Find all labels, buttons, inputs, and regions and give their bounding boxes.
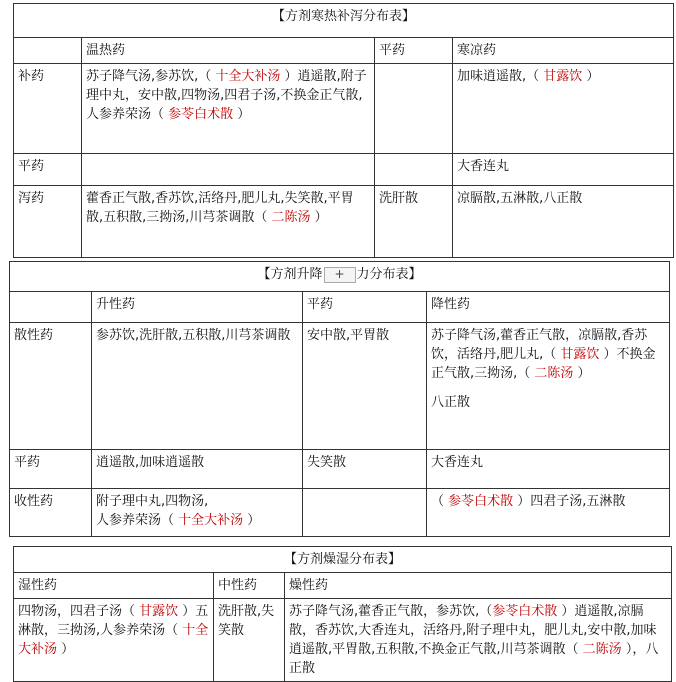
cell-descend: （ 参苓白术散 ）四君子汤,五淋散 xyxy=(427,489,670,537)
header-neutral: 中性药 xyxy=(214,573,285,599)
header-neutral: 平药 xyxy=(303,292,427,323)
row-label: 平药 xyxy=(14,154,82,186)
table-row xyxy=(10,489,670,537)
cell-ascend: 附子理中丸,四物汤, 人参养荣汤（ 十全大补汤 ） xyxy=(92,489,303,537)
cold-heat-table xyxy=(13,3,674,258)
row-label: 补药 xyxy=(14,64,82,154)
header-wet: 湿性药 xyxy=(14,573,214,599)
header-ascend: 升性药 xyxy=(92,292,303,323)
row-label: 收性药 xyxy=(10,489,92,537)
table-row xyxy=(10,450,670,489)
cell-warm: 藿香正气散,香苏饮,活络丹,肥儿丸,失笑散,平胃散,五积散,三拗汤,川芎茶调散（ 二陈汤 ） xyxy=(82,186,375,258)
table-title: 【方剂燥湿分布表】 xyxy=(14,547,672,573)
ascend-descend-table xyxy=(9,261,670,537)
cell-cold: 加味逍遥散,（ 甘露饮 ） xyxy=(453,64,674,154)
cell-cold: 大香连丸 xyxy=(453,154,674,186)
table-row xyxy=(14,154,674,186)
cell-neutral xyxy=(303,489,427,537)
table-row xyxy=(14,64,674,154)
cell-dry: 苏子降气汤,藿香正气散，参苏饮,（参苓白术散 ）逍遥散,凉膈散，香苏饮,大香连丸，活络丹,附子理中丸，肥儿丸,安中散,加味逍遥散,平胃散,五积散,不换金正气散,川芎茶调散（ 二陈汤 ），八正散 xyxy=(285,599,672,682)
row-label: 散性药 xyxy=(10,323,92,450)
table-row xyxy=(10,323,670,450)
cell-warm: 苏子降气汤,参苏饮,（ 十全大补汤 ）逍遥散,附子理中丸，安中散,四物汤,四君子汤,不换金正气散,人参养荣汤（ 参苓白术散 ） xyxy=(82,64,375,154)
table-header-row xyxy=(14,573,672,599)
cell-neutral: 洗肝散,失笑散 xyxy=(214,599,285,682)
table-row xyxy=(14,186,674,258)
table-move-handle[interactable]: + xyxy=(324,267,356,283)
header-dry: 燥性药 xyxy=(285,573,672,599)
table-title: 【方剂寒热补泻分布表】 xyxy=(14,4,674,38)
cell-wet: 四物汤，四君子汤（ 甘露饮 ）五淋散，三拗汤,人参养荣汤（ 十全大补汤 ） xyxy=(14,599,214,682)
table-header-row xyxy=(14,38,674,64)
cell-descend: 苏子降气汤,藿香正气散，凉膈散,香苏饮，活络丹,肥儿丸,（ 甘露饮 ）不换金正气散,三拗汤,（ 二陈汤 ） 八正散 xyxy=(427,323,670,450)
header-cold: 寒凉药 xyxy=(453,38,674,64)
table-row xyxy=(14,599,672,682)
cell-descend: 大香连丸 xyxy=(427,450,670,489)
header-descend: 降性药 xyxy=(427,292,670,323)
cell-neutral: 安中散,平胃散 xyxy=(303,323,427,450)
row-label: 平药 xyxy=(10,450,92,489)
header-neutral: 平药 xyxy=(375,38,453,64)
cell-neutral xyxy=(375,154,453,186)
table-title: 【方剂升降 + 力分布表】 xyxy=(10,262,670,292)
row-label: 泻药 xyxy=(14,186,82,258)
dry-wet-table xyxy=(13,546,672,682)
header-warm: 温热药 xyxy=(82,38,375,64)
cell-neutral: 失笑散 xyxy=(303,450,427,489)
cell-ascend: 参苏饮,洗肝散,五积散,川芎茶调散 xyxy=(92,323,303,450)
cell-neutral: 洗肝散 xyxy=(375,186,453,258)
cell-neutral xyxy=(375,64,453,154)
cell-warm xyxy=(82,154,375,186)
cell-ascend: 逍遥散,加味逍遥散 xyxy=(92,450,303,489)
table-header-row xyxy=(10,292,670,323)
cell-cold: 凉膈散,五淋散,八正散 xyxy=(453,186,674,258)
